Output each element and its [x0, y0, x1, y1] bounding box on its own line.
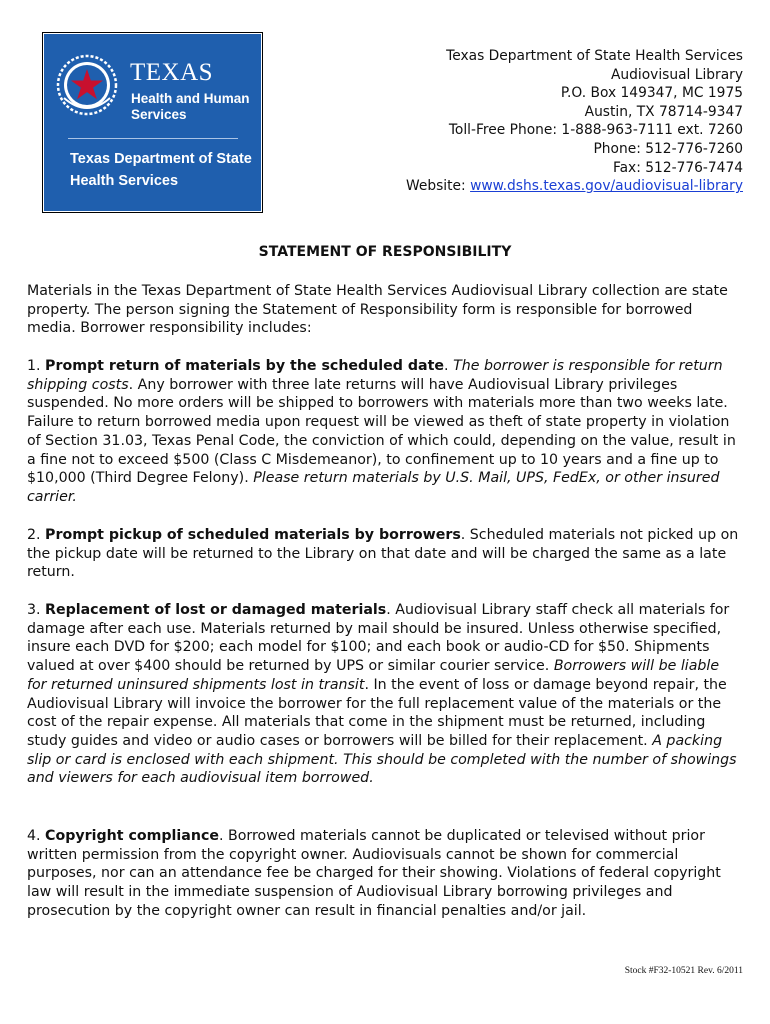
- item-text: . Scheduled materials not picked up on the pickup date will be returned to the Library on that date and will be charged the same as a late return.: [27, 527, 739, 581]
- website-line: [406, 177, 743, 196]
- logo-texas-wordmark: TEXAS: [130, 59, 214, 86]
- item-number: 4.: [27, 828, 46, 844]
- address-line: Texas Department of State Health Services: [446, 48, 743, 64]
- item-separator: .: [444, 358, 454, 374]
- texas-star-seal-icon: [56, 54, 118, 116]
- item-text: . Audiovisual Library staff check all materials for damage after each use. Materials returned by mail should be insured. Unless otherwise specified, insure each DVD for $200; each model for $100; and each book or audio-CD for $50. Shipments valued at over $400 should be returned by UPS or similar courier service.: [27, 602, 730, 675]
- item-pickup-materials: [27, 526, 743, 582]
- logo-hhs-line2: Services: [131, 107, 187, 122]
- address-line: P.O. Box 149347, MC 1975: [560, 85, 743, 102]
- item-italic-text: The borrower is responsible for return shipping costs: [27, 358, 723, 393]
- contact-address: [406, 47, 743, 196]
- phone: Phone: 512-776-7260: [593, 140, 743, 157]
- item-heading: Prompt return of materials by the scheduled date: [45, 358, 445, 374]
- item-return-materials: [27, 357, 743, 507]
- website-link[interactable]: www.dshs.texas.gov/audiovisual-library: [470, 178, 743, 195]
- logo-hhs-line1: Health and Human: [131, 91, 250, 106]
- website-label: Website:: [406, 178, 471, 195]
- document-title: STATEMENT OF RESPONSIBILITY: [258, 244, 512, 260]
- agency-logo: [42, 32, 263, 213]
- item-number: 3.: [27, 602, 46, 618]
- intro-paragraph: Materials in the Texas Department of State Health Services Audiovisual Library collection are state property. The person signing the Statement of Responsibility form is responsible for borrowed media. Borrower responsibility includes:: [27, 283, 728, 337]
- item-number: 1.: [27, 358, 46, 374]
- item-heading: Prompt pickup of scheduled materials by borrowers: [45, 527, 461, 543]
- item-replacement: [27, 601, 743, 788]
- address-line: Audiovisual Library: [610, 66, 743, 83]
- item-heading: Copyright compliance: [45, 828, 219, 844]
- logo-dshs-line1: Texas Department of State: [70, 151, 252, 167]
- item-italic-text: Please return materials by U.S. Mail, UPS, FedEx, or other insured carrier.: [27, 470, 720, 505]
- item-text: . Any borrower with three late returns will have Audiovisual Library privileges suspended. No more orders will be shipped to borrowers with materials more than two weeks late. Failure to return borrowed media upon request will be viewed as theft of state property in violation of Section 31.03, Texas Penal Code, the conviction of which could, depending on the value, result in a fine not to exceed $500 (Class C Misdemeanor), to confinement up to 10 years and a fine up to $10,000 (Third Degree Felony).: [27, 376, 736, 487]
- item-text: . Borrowed materials cannot be duplicated or televised without prior written permission from the copyright owner. Audiovisuals cannot be shown for commercial purposes, nor can an attendance fee be charged for their showing. Violations of federal copyright law will result in the immediate suspension of Audiovisual Library borrowing privileges and prosecution by the copyright owner can result in financial penalties and/or jail.: [27, 828, 721, 919]
- logo-dshs-name: [70, 148, 252, 192]
- address-line: Austin, TX 78714-9347: [584, 103, 743, 120]
- logo-dshs-line2: Health Services: [70, 173, 179, 189]
- item-heading: Replacement of lost or damaged materials: [45, 602, 387, 618]
- item-italic-text: Borrowers will be liable for returned uninsured shipments lost in transit: [27, 658, 720, 693]
- item-copyright: [27, 827, 743, 921]
- item-number: 2.: [27, 527, 46, 543]
- item-text: . In the event of loss or damage beyond repair, the Audiovisual Library will invoice the borrower for the full replacement value of the materials or the cost of the repair expense. All materials that come in the shipment must be returned, including study guides and video or audio cases or borrowers will be billed for their replacement.: [27, 676, 727, 749]
- logo-divider: [68, 138, 238, 139]
- stock-number: Stock #F32-10521 Rev. 6/2011: [624, 966, 743, 976]
- toll-free-phone: Toll-Free Phone: 1-888-963-7111 ext. 7260: [448, 122, 743, 139]
- fax: Fax: 512-776-7474: [612, 159, 743, 176]
- logo-hhs-name: [131, 91, 250, 123]
- logo-background: [44, 34, 261, 211]
- item-italic-text: A packing slip or card is enclosed with each shipment. This should be completed with the number of showings and viewers for each audiovisual item borrowed.: [27, 732, 737, 787]
